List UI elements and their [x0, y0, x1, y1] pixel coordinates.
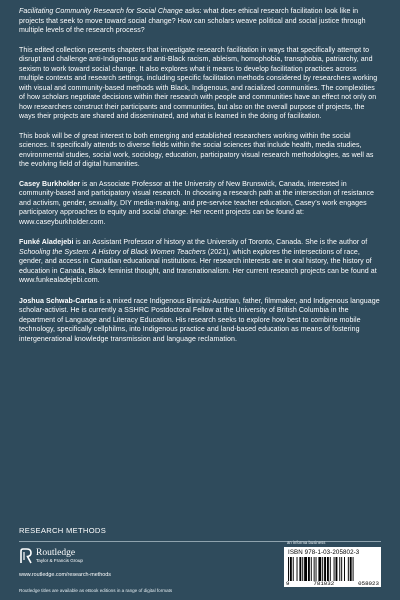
barcode-bar	[288, 557, 289, 581]
publisher-name: Routledge	[36, 548, 76, 558]
barcode-bar	[341, 557, 342, 581]
barcode-bar	[330, 557, 331, 581]
bio-text-cont: (2021), which explores the intersections of race, gender, and access in Canadian educational institutions. Her research interests are in oral history, the history of education in Canada, Black feminist thought, and transnationalism. Her current research projects can be found at www.funkealadejebi.com.	[19, 248, 377, 284]
author-book-title: Schooling the System: A History of Black Women Teachers	[19, 248, 206, 256]
barcode-bar	[304, 557, 307, 581]
barcode-bar	[339, 557, 340, 581]
bio-funke	[19, 238, 381, 286]
barcode-digits	[286, 580, 379, 587]
publisher-logo	[19, 548, 83, 564]
barcode-bar	[290, 557, 292, 581]
barcode-icon	[288, 557, 377, 581]
publisher-website: www.routledge.com/research-methods	[19, 572, 111, 578]
barcode-bar	[348, 557, 349, 581]
bio-text: is an Associate Professor at the University of New Brunswick, Canada, interested in community-based and participatory visual research. In choosing a research path at the intersection of resistance and activism, gender, sexuality, DIY media-making, and pre-service teacher education, Casey’s work engages participatory approaches to equity and social change. Her recent projects can be found at: www.caseyburkholder.com.	[19, 180, 374, 226]
barcode-bar	[327, 557, 329, 581]
barcode-bar	[318, 557, 321, 581]
barcode-bar	[293, 557, 294, 581]
intro-paragraph	[19, 7, 381, 36]
barcode-bar	[344, 557, 345, 581]
barcode-bar	[297, 557, 298, 581]
author-name: Funké Aladejebi	[19, 239, 74, 246]
barcode-bar	[336, 557, 338, 581]
barcode-digit-group-2: 058023	[358, 580, 379, 587]
informa-label: an informa business	[287, 540, 326, 545]
book-title: Facilitating Community Research for Social Change	[19, 8, 183, 15]
barcode-bar	[324, 557, 326, 581]
logo-text	[36, 548, 83, 564]
barcode-bar	[299, 557, 301, 581]
bio-joshua	[19, 297, 381, 345]
barcode-bar	[314, 557, 315, 581]
bio-casey	[19, 180, 381, 228]
barcode-digit-group-1: 781032	[313, 580, 335, 587]
author-name: Casey Burkholder	[19, 180, 81, 188]
divider	[19, 541, 381, 542]
barcode-box	[284, 547, 381, 587]
description-paragraph: This edited collection presents chapters that investigate research facilitation in ways that specifically attempt to disrupt and challenge anti-Indigenous and anti-Black racism, ableism, homophobia, transphobia, patriarchy, and sexism to work toward social change. It also explores what it means to develop facilitation practices across multiple contexts and research settings, including specific facilitation methods considered by researchers working with visual and community-based methods with Black, Indigenous, and racialized communities. The complexities of how scholars negotiate decisions within their research with people and communities have an effect not only on how researchers construct their participants and communities, but also on the overall purpose of projects, the ways their projects are shared and disseminated, and what is learned in the doing of facilitation.	[19, 46, 378, 120]
bio-text: is an Assistant Professor of history at the University of Toronto, Canada. She is the author of	[73, 239, 368, 246]
isbn-text: ISBN 978-1-03-205802-3	[288, 549, 360, 556]
barcode-bar	[350, 557, 352, 581]
blurb-content	[19, 7, 381, 355]
barcode-bar	[334, 557, 335, 581]
bio-text: is a mixed race Indigenous Binnizá-Austrian, father, filmmaker, and Indigenous language scholar-activist. He is currently a SSHRC Postdoctoral Fellow at the University of British Columbia in the department of Language and Literacy Education. His research seeks to explore how best to combine mobile technology, specifically cellphilms, into Indigenous practice and land-based education as means of fostering intergenerational knowledge transmission and language reclamation.	[19, 297, 380, 343]
audience-paragraph: This book will be of great interest to both emerging and established researchers working within the social sciences. It specifically attends to diverse fields within the social sciences that include health, media studies, environmental studies, social work, sociology, education, participatory visual research methodologies, as well as the evolving field of digital humanities.	[19, 132, 374, 168]
barcode-bar	[353, 557, 354, 581]
author-name: Joshua Schwab-Cartas	[19, 297, 98, 305]
series-label: RESEARCH METHODS	[19, 526, 107, 535]
publisher-group: Taylor & Francis Group	[36, 558, 83, 563]
barcode-bar	[308, 557, 310, 581]
routledge-logo-icon	[19, 548, 33, 564]
intro-text: asks: what does ethical research facilitation look like in projects that seek to move toward social change? How can scholars weave political and social justice through multiple levels of the research process?	[19, 8, 366, 34]
barcode-bar	[322, 557, 323, 581]
ebook-footnote: Routledge titles are available as eBook editions in a range of digital formats	[19, 588, 173, 593]
barcode-bar	[302, 557, 303, 581]
barcode-bar	[311, 557, 312, 581]
barcode-bar	[316, 557, 317, 581]
barcode-digit-lead: 9	[286, 580, 290, 587]
